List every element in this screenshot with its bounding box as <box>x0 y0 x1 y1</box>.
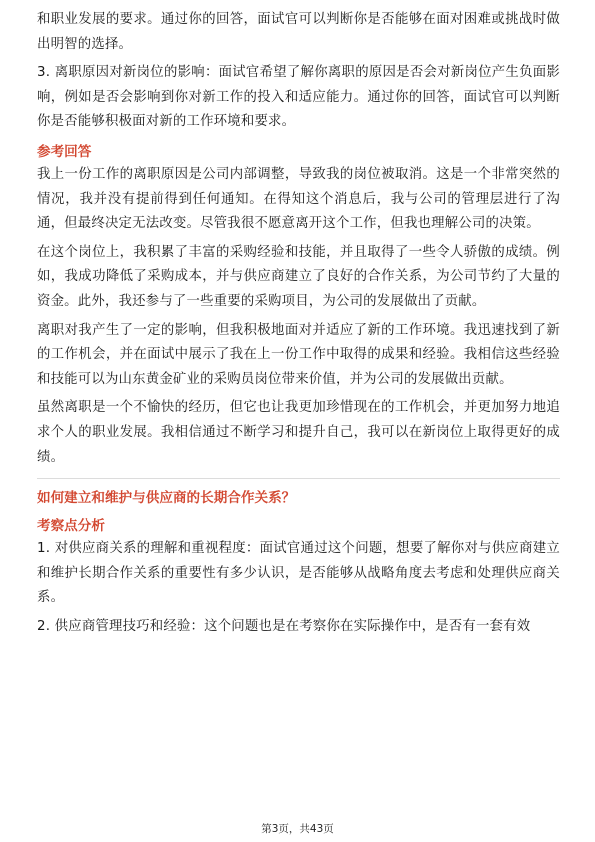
page-number: 第3页，共43页 <box>261 823 334 835</box>
reference-answer-heading: 参考回答 <box>37 143 92 160</box>
answer-paragraph: 离职对我产生了一定的影响，但我积极地面对并适应了新的工作环境。我迅速找到了新的工作机会，并在面试中展示了我在上一份工作中取得的成果和经验。我相信这些经验和技能可以为山东黄金矿业的采购员岗位带来价值，并为公司的发展做出贡献。 <box>37 322 560 387</box>
body-paragraph: 和职业发展的要求。通过你的回答，面试官可以判断你是否能够在面对困难或挑战时做出明智的选择。 <box>37 12 560 52</box>
document-page <box>37 8 560 639</box>
answer-paragraph: 我上一份工作的离职原因是公司内部调整，导致我的岗位被取消。这是一个非常突然的情况，我并没有提前得到任何通知。在得知这个消息后，我与公司的管理层进行了沟通，但最终决定无法改变。尽管我很不愿意离开这个工作，但我也理解公司的决策。 <box>37 166 560 232</box>
section-divider <box>37 478 560 479</box>
answer-paragraph: 在这个岗位上，我积累了丰富的采购经验和技能，并且取得了一些令人骄傲的成绩。例如，我成功降低了采购成本，并与供应商建立了良好的合作关系，为公司节约了大量的资金。此外，我还参与了一些重要的采购项目，为公司的发展做出了贡献。 <box>37 244 560 309</box>
analysis-point: 1. 对供应商关系的理解和重视程度：面试官通过这个问题，想要了解你对与供应商建立和维护长期合作关系的重要性有多少认识，是否能够从战略角度去考虑和处理供应商关系。 <box>37 541 560 606</box>
answer-paragraph: 虽然离职是一个不愉快的经历，但它也让我更加珍惜现在的工作机会，并更加努力地追求个人的职业发展。我相信通过不断学习和提升自己，我可以在新岗位上取得更好的成绩。 <box>37 400 560 465</box>
question-title: 如何建立和维护与供应商的长期合作关系？ <box>37 490 296 507</box>
body-paragraph: 3. 离职原因对新岗位的影响：面试官希望了解你离职的原因是否会对新岗位产生负面影响，例如是否会影响到你对新工作的投入和适应能力。通过你的回答，面试官可以判断你是否能够积极面对新的工作环境和要求。 <box>37 65 560 130</box>
analysis-point: 2. 供应商管理技巧和经验：这个问题也是在考察你在实际操作中，是否有一套有效 <box>37 618 531 634</box>
analysis-heading: 考察点分析 <box>37 518 105 535</box>
